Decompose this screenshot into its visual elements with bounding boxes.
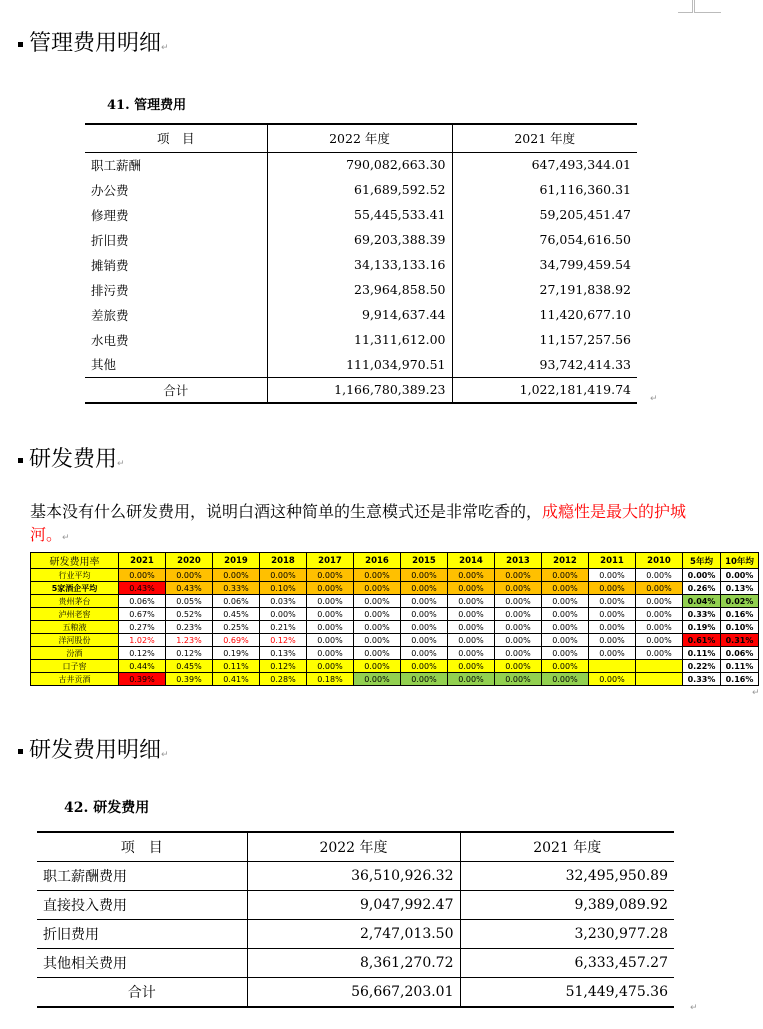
row-label: 直接投入费用	[37, 890, 247, 919]
rd-rate-value: 0.00%	[495, 647, 542, 660]
section-heading-rd-expense-detail	[18, 733, 169, 764]
rd-rate-value: 0.00%	[636, 634, 683, 647]
row-label: 办公费	[85, 177, 267, 202]
table-header-row	[37, 832, 674, 861]
rd-rate-value: 0.00%	[495, 595, 542, 608]
rd-rate-value: 0.00%	[495, 582, 542, 595]
rd-rate-value: 0.00%	[401, 621, 448, 634]
rd-rate-value: 0.00%	[354, 647, 401, 660]
row-label: 折旧费	[85, 227, 267, 252]
section-heading-rd-expense	[18, 442, 125, 473]
header-2022: 2022 年度	[267, 124, 452, 152]
row-label: 摊销费	[85, 252, 267, 277]
row-label: 差旅费	[85, 302, 267, 327]
rd-rate-value: 0.00%	[448, 569, 495, 582]
return-mark: ↵	[161, 43, 169, 53]
value-2022: 2,747,013.50	[247, 919, 460, 948]
rd-5yr-avg-value: 0.19%	[683, 621, 721, 634]
value-2022: 55,445,533.41	[267, 202, 452, 227]
rd-10yr-avg-value: 0.11%	[721, 660, 759, 673]
rd-rate-value: 0.06%	[213, 595, 260, 608]
value-2021: 11,420,677.10	[539, 307, 631, 322]
rd-rate-value: 0.00%	[542, 673, 589, 686]
rd-expense-table	[37, 831, 674, 1008]
table-row	[85, 327, 637, 352]
rd-rate-table	[30, 552, 759, 686]
rd-rate-value: 0.00%	[354, 582, 401, 595]
rd-rate-value: 0.52%	[166, 608, 213, 621]
rd-10yr-avg-value: 0.13%	[721, 582, 759, 595]
rd-rate-value: 0.19%	[213, 647, 260, 660]
rd-header-year: 2010	[636, 553, 683, 569]
rd-rate-value: 0.45%	[166, 660, 213, 673]
rd-rate-value: 0.00%	[636, 569, 683, 582]
rd-rate-value: 0.12%	[260, 634, 307, 647]
rd-rate-value: 0.41%	[213, 673, 260, 686]
rd-rate-value: 0.00%	[401, 660, 448, 673]
rd-10yr-avg-value: 0.10%	[721, 621, 759, 634]
table-row	[85, 277, 637, 302]
heading-text: 研发费用	[29, 447, 118, 472]
table-total-row	[85, 377, 637, 403]
row-label: 其他	[85, 352, 267, 377]
table-row	[85, 227, 637, 252]
row-label: 折旧费用	[37, 919, 247, 948]
rd-rate-value: 0.00%	[354, 608, 401, 621]
rd-rate-value: 0.00%	[401, 634, 448, 647]
rd-rate-value: 0.06%	[119, 595, 166, 608]
table-row	[37, 919, 674, 948]
value-2021: 6,333,457.27	[574, 954, 668, 971]
table-row	[85, 177, 637, 202]
rd-5yr-avg-value: 0.33%	[683, 608, 721, 621]
page-corner-mark-left	[678, 0, 693, 13]
rd-rate-value: 0.44%	[119, 660, 166, 673]
table-row	[85, 352, 637, 377]
value-2022: 8,361,270.72	[247, 948, 460, 977]
header-item: 项 目	[85, 124, 267, 152]
rd-rate-value: 0.03%	[260, 595, 307, 608]
rd-rate-value: 0.00%	[636, 608, 683, 621]
rd-5yr-avg-value: 0.26%	[683, 582, 721, 595]
value-2021: 59,205,451.47	[539, 207, 631, 222]
value-2022: 9,047,992.47	[247, 890, 460, 919]
rd-rate-value: 0.00%	[354, 673, 401, 686]
total-2022: 1,166,780,389.23	[267, 377, 452, 403]
rd-rate-value: 0.00%	[589, 673, 636, 686]
rd-rate-value: 0.00%	[636, 647, 683, 660]
rd-rate-value: 0.69%	[213, 634, 260, 647]
row-label: 排污费	[85, 277, 267, 302]
bullet-icon	[18, 458, 23, 463]
rd-header-year: 2015	[401, 553, 448, 569]
rd-rate-value: 0.00%	[542, 660, 589, 673]
rd-rate-value: 0.23%	[166, 621, 213, 634]
table-row	[37, 890, 674, 919]
rd-rate-value: 0.39%	[119, 673, 166, 686]
rd-10yr-avg-value: 0.16%	[721, 608, 759, 621]
value-2022: 36,510,926.32	[247, 861, 460, 890]
rd-rate-value: 0.00%	[589, 582, 636, 595]
rd-rate-value: 0.00%	[307, 621, 354, 634]
rd-header-year: 2016	[354, 553, 401, 569]
total-2022: 56,667,203.01	[247, 977, 460, 1007]
rd-company-name: 泸州老窖	[31, 608, 119, 621]
rd-company-row	[31, 673, 759, 686]
value-2021: 11,157,257.56	[539, 332, 631, 347]
total-label: 合计	[85, 377, 267, 403]
rd-rate-value	[589, 660, 636, 673]
table-header-row	[85, 124, 637, 152]
bullet-icon	[18, 749, 23, 754]
rd-5yr-avg-value: 0.61%	[683, 634, 721, 647]
rd-rate-value: 0.11%	[213, 660, 260, 673]
return-mark: ↵	[161, 750, 169, 760]
rd-header-year: 2019	[213, 553, 260, 569]
rd-rate-value: 0.45%	[213, 608, 260, 621]
total-2021: 1,022,181,419.74	[519, 382, 631, 398]
rd-header-row	[31, 553, 759, 569]
rd-rate-value: 0.00%	[119, 569, 166, 582]
table-42-caption: 42. 研发费用	[64, 800, 150, 816]
rd-rate-value: 1.02%	[119, 634, 166, 647]
rd-rate-value: 0.00%	[589, 647, 636, 660]
rd-rate-value	[636, 673, 683, 686]
value-2022: 111,034,970.51	[267, 352, 452, 377]
rd-header-year: 2014	[448, 553, 495, 569]
rd-5yr-avg-value: 0.33%	[683, 673, 721, 686]
table-row	[85, 202, 637, 227]
value-2021: 27,191,838.92	[539, 282, 631, 297]
value-2021: 9,389,089.92	[574, 896, 668, 913]
value-2021: 61,116,360.31	[539, 182, 631, 197]
rd-rate-value: 0.00%	[495, 634, 542, 647]
rd-rate-value: 0.00%	[354, 595, 401, 608]
row-label: 其他相关费用	[37, 948, 247, 977]
rd-rate-value: 0.00%	[401, 582, 448, 595]
rd-rate-value: 0.00%	[542, 582, 589, 595]
admin-expense-table	[85, 123, 637, 404]
rd-rate-value: 0.67%	[119, 608, 166, 621]
return-mark: ↵	[650, 394, 658, 404]
rd-header-year: 2012	[542, 553, 589, 569]
value-2021: 647,493,344.01	[531, 157, 631, 173]
rd-rate-value: 0.00%	[307, 660, 354, 673]
rd-rate-value: 0.00%	[354, 621, 401, 634]
header-2021: 2021 年度	[514, 131, 576, 147]
value-2021: 3,230,977.28	[574, 925, 668, 942]
rd-5yr-avg-value: 0.04%	[683, 595, 721, 608]
rd-rate-value: 0.00%	[448, 595, 495, 608]
rd-rate-value: 0.05%	[166, 595, 213, 608]
rd-header-year: 2011	[589, 553, 636, 569]
rd-rate-value: 0.00%	[636, 621, 683, 634]
rd-rate-value: 0.00%	[401, 673, 448, 686]
rd-rate-value: 0.00%	[307, 595, 354, 608]
rd-rate-value: 0.00%	[495, 621, 542, 634]
rd-rate-value: 0.43%	[119, 582, 166, 595]
value-2022: 34,133,133.16	[267, 252, 452, 277]
rd-company-name: 汾酒	[31, 647, 119, 660]
rd-header-year: 2021	[119, 553, 166, 569]
rd-10yr-avg-value: 0.16%	[721, 673, 759, 686]
rd-rate-value: 0.00%	[307, 569, 354, 582]
rd-rate-value: 0.00%	[542, 634, 589, 647]
rd-rate-value: 0.00%	[495, 569, 542, 582]
rd-header-year: 2018	[260, 553, 307, 569]
table-row	[37, 861, 674, 890]
rd-company-row	[31, 621, 759, 634]
rd-rate-value: 0.00%	[260, 569, 307, 582]
rd-rate-value: 0.25%	[213, 621, 260, 634]
rd-rate-value: 0.00%	[542, 595, 589, 608]
page-corner-mark-right	[694, 0, 721, 13]
value-2022: 23,964,858.50	[267, 277, 452, 302]
rd-header-10yr-avg: 10年均	[721, 553, 759, 569]
value-2022: 9,914,637.44	[267, 302, 452, 327]
rd-rate-value: 0.00%	[401, 647, 448, 660]
rd-rate-value: 0.00%	[307, 647, 354, 660]
rd-rate-value: 0.00%	[448, 647, 495, 660]
rd-rate-value: 0.00%	[354, 660, 401, 673]
rd-rate-value: 0.00%	[448, 660, 495, 673]
value-2021: 76,054,616.50	[539, 232, 631, 247]
bullet-icon	[18, 42, 23, 47]
rd-rate-value: 0.39%	[166, 673, 213, 686]
rd-company-row	[31, 634, 759, 647]
rd-rate-value: 0.21%	[260, 621, 307, 634]
value-2021: 34,799,459.54	[539, 257, 631, 272]
header-2022: 2022 年度	[247, 832, 460, 861]
rd-rate-value: 0.10%	[260, 582, 307, 595]
row-label: 职工薪酬	[85, 152, 267, 177]
table-row	[85, 152, 637, 177]
rd-10yr-avg-value: 0.00%	[721, 569, 759, 582]
rd-rate-value: 0.00%	[589, 621, 636, 634]
return-mark: ↵	[752, 688, 760, 698]
rd-5yr-avg-value: 0.00%	[683, 569, 721, 582]
row-label: 水电费	[85, 327, 267, 352]
rd-rate-value: 0.00%	[354, 569, 401, 582]
rd-rate-value: 0.00%	[166, 569, 213, 582]
rd-company-row	[31, 647, 759, 660]
rd-rate-value: 0.12%	[119, 647, 166, 660]
rd-rate-value: 0.00%	[307, 634, 354, 647]
rd-rate-value: 1.23%	[166, 634, 213, 647]
row-label: 职工薪酬费用	[37, 861, 247, 890]
heading-text: 研发费用明细	[29, 738, 162, 763]
rd-company-name: 古井贡酒	[31, 673, 119, 686]
value-2022: 11,311,612.00	[267, 327, 452, 352]
rd-company-row	[31, 660, 759, 673]
value-2022: 61,689,592.52	[267, 177, 452, 202]
rd-rate-value: 0.00%	[401, 608, 448, 621]
rd-rate-value: 0.00%	[401, 569, 448, 582]
rd-rate-value: 0.00%	[354, 634, 401, 647]
header-2021: 2021 年度	[533, 839, 602, 856]
rd-rate-value: 0.00%	[401, 595, 448, 608]
rd-rate-value: 0.12%	[260, 660, 307, 673]
row-label: 修理费	[85, 202, 267, 227]
rd-rate-value: 0.18%	[307, 673, 354, 686]
rd-rate-value: 0.00%	[448, 634, 495, 647]
rd-company-name: 贵州茅台	[31, 595, 119, 608]
rd-header-year: 2020	[166, 553, 213, 569]
total-label: 合计	[37, 977, 247, 1007]
rd-rate-value: 0.00%	[589, 569, 636, 582]
rd-5yr-avg-value: 0.22%	[683, 660, 721, 673]
return-mark: ↵	[690, 1003, 698, 1013]
rd-10yr-avg-value: 0.06%	[721, 647, 759, 660]
rd-rate-value: 0.12%	[166, 647, 213, 660]
rd-rate-value	[636, 660, 683, 673]
rd-header-year: 2017	[307, 553, 354, 569]
rd-rate-value: 0.43%	[166, 582, 213, 595]
commentary-highlight: 成瘾性是最大的护城河。	[30, 502, 687, 544]
heading-text: 管理费用明细	[29, 31, 162, 56]
rd-rate-value: 0.00%	[260, 608, 307, 621]
rd-rate-value: 0.00%	[542, 569, 589, 582]
commentary-paragraph	[30, 500, 710, 550]
rd-rate-value: 0.27%	[119, 621, 166, 634]
table-row	[37, 948, 674, 977]
rd-company-name: 洋河股份	[31, 634, 119, 647]
rd-company-name: 口子窖	[31, 660, 119, 673]
rd-rate-value: 0.00%	[589, 634, 636, 647]
rd-rate-value: 0.00%	[542, 621, 589, 634]
rd-rate-value: 0.00%	[542, 608, 589, 621]
rd-company-name: 五粮液	[31, 621, 119, 634]
rd-rate-value: 0.00%	[448, 621, 495, 634]
rd-rate-value: 0.00%	[542, 647, 589, 660]
rd-10yr-avg-value: 0.02%	[721, 595, 759, 608]
return-mark: ↵	[62, 533, 70, 543]
rd-rate-value: 0.33%	[213, 582, 260, 595]
commentary-text: 基本没有什么研发费用，说明白酒这种简单的生意模式还是非常吃香的，	[30, 502, 543, 521]
value-2021: 32,495,950.89	[565, 867, 668, 884]
rd-company-name: 行业平均	[31, 569, 119, 582]
table-total-row	[37, 977, 674, 1007]
section-heading-admin-expense-detail	[18, 26, 169, 57]
rd-company-row	[31, 608, 759, 621]
rd-rate-value: 0.00%	[495, 673, 542, 686]
rd-10yr-avg-value: 0.31%	[721, 634, 759, 647]
return-mark: ↵	[117, 459, 125, 469]
header-item: 项 目	[37, 832, 247, 861]
rd-rate-value: 0.00%	[213, 569, 260, 582]
value-2022: 69,203,388.39	[267, 227, 452, 252]
rd-header-label: 研发费用率	[31, 553, 119, 569]
rd-company-row	[31, 582, 759, 595]
rd-rate-value: 0.28%	[260, 673, 307, 686]
table-row	[85, 302, 637, 327]
value-2021: 93,742,414.33	[539, 356, 631, 372]
rd-company-row	[31, 569, 759, 582]
rd-rate-value: 0.00%	[307, 608, 354, 621]
rd-rate-value: 0.00%	[448, 608, 495, 621]
table-row	[85, 252, 637, 277]
rd-rate-value: 0.00%	[589, 595, 636, 608]
rd-rate-value: 0.00%	[636, 595, 683, 608]
rd-rate-value: 0.00%	[307, 582, 354, 595]
rd-company-name: 5家酒企平均	[31, 582, 119, 595]
rd-header-5yr-avg: 5年均	[683, 553, 721, 569]
rd-rate-value: 0.00%	[448, 673, 495, 686]
rd-rate-value: 0.00%	[589, 608, 636, 621]
rd-rate-value: 0.00%	[495, 608, 542, 621]
rd-company-row	[31, 595, 759, 608]
rd-rate-value: 0.00%	[495, 660, 542, 673]
rd-5yr-avg-value: 0.11%	[683, 647, 721, 660]
rd-rate-value: 0.00%	[636, 582, 683, 595]
rd-rate-value: 0.00%	[448, 582, 495, 595]
value-2022: 790,082,663.30	[267, 152, 452, 177]
rd-rate-value: 0.13%	[260, 647, 307, 660]
table-41-caption: 41. 管理费用	[107, 98, 187, 113]
total-2021: 51,449,475.36	[565, 983, 668, 1000]
rd-header-year: 2013	[495, 553, 542, 569]
rd-table-body	[31, 569, 759, 686]
